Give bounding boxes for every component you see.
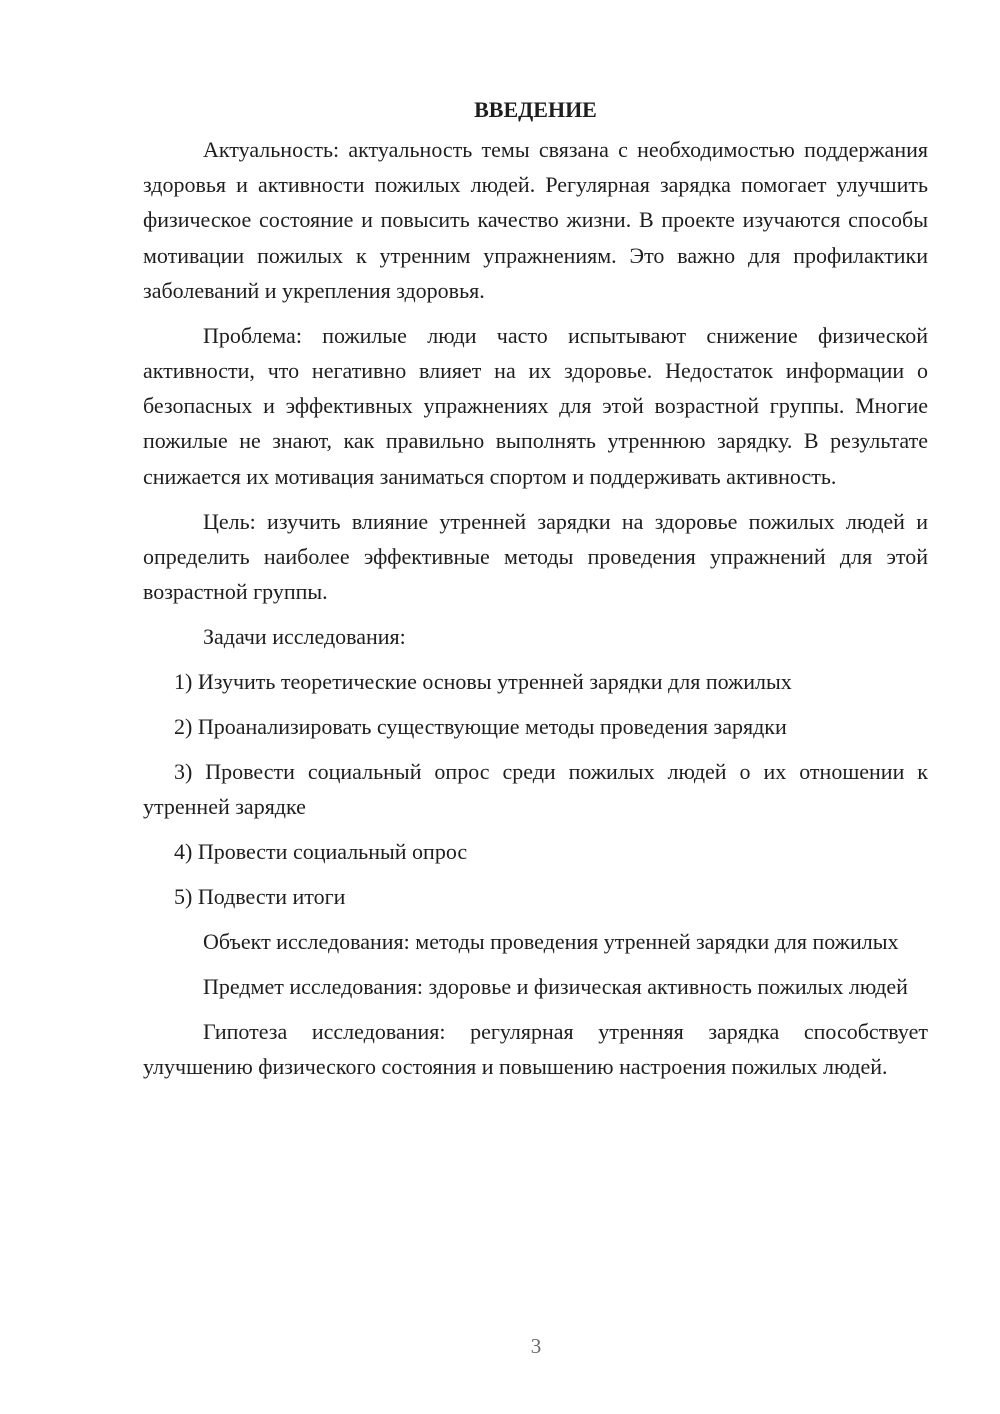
page-content [143, 92, 928, 1094]
relevance-paragraph: Актуальность: актуальность темы связана с необходимостью поддержания здоровья и активности пожилых людей. Регулярная зарядка помогает улучшить физическое состояние и повысить качество жизни. В проекте изучаются способы мотивации пожилых к утренним упражнениям. Это важно для профилактики заболеваний и укрепления здоровья. [143, 137, 928, 303]
task-item-1: 1) Изучить теоретические основы утренней зарядки для пожилых [174, 669, 792, 695]
subject-paragraph: Предмет исследования: здоровье и физическая активность пожилых людей [203, 974, 908, 1000]
tasks-heading: Задачи исследования: [203, 624, 406, 650]
problem-paragraph: Проблема: пожилые люди часто испытывают снижение физической активности, что негативно влияет на их здоровье. Недостаток информации о безопасных и эффективных упражнениях для этой возрастной группы. Многие пожилые не знают, как правильно выполнять утреннюю зарядку. В результате снижается их мотивация заниматься спортом и поддерживать активность. [143, 322, 928, 489]
goal-paragraph: Цель: изучить влияние утренней зарядки на здоровье пожилых людей и определить наиболее эффективные методы проведения упражнений для этой возрастной группы. [143, 508, 928, 605]
task-item-2: 2) Проанализировать существующие методы проведения зарядки [174, 714, 787, 740]
task-item-4: 4) Провести социальный опрос [174, 839, 468, 865]
object-paragraph: Объект исследования: методы проведения утренней зарядки для пожилых [203, 929, 899, 955]
hypothesis-paragraph: Гипотеза исследования: регулярная утренняя зарядка способствует улучшению физического состояния и повышению настроения пожилых людей. [143, 1019, 928, 1080]
task-item-3: 3) Провести социальный опрос среди пожилых людей о их отношении к утренней зарядке [143, 759, 928, 820]
section-title: ВВЕДЕНИЕ [474, 97, 597, 122]
task-item-5: 5) Подвести итоги [174, 884, 346, 910]
page-number: 3 [530, 1334, 542, 1358]
